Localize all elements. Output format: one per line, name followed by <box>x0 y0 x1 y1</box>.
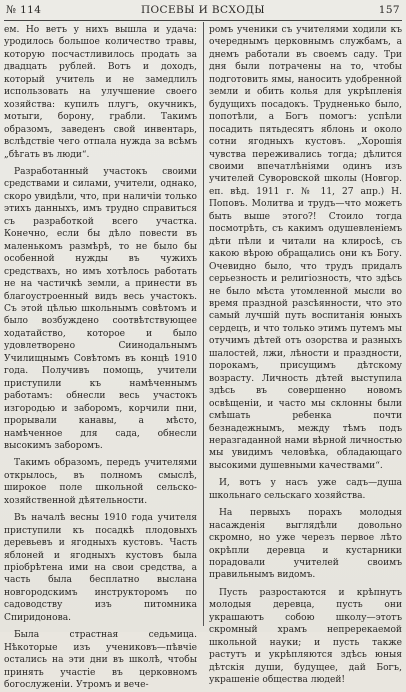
paragraph: ем. Но ветъ у нихъ вышла и удача: уродилось большое количество травы, которую посчастливилось продать за двадцать рублей. Вотъ и доходъ, который учитель и не замедлилъ использовать на улучшение своего хозяйства: купилъ плугъ, окучникъ, мотыги, борону, грабли. Такимъ образомъ, заведенъ свой инвентарь, вслѣдствіе чего отпала нужда за всѣмъ „бѣгать въ люди“. <box>4 25 197 160</box>
paragraph: На первыхъ порахъ молодыя насажденія выглядѣли довольно скромно, но уже черезъ первое лѣто окрѣпли деревца и кустарники порадовали учителей своимъ правильнымъ видомъ. <box>209 508 402 581</box>
paragraph: Пусть разростаются и крѣпнутъ молодыя деревца, пусть они украшаютъ собою школу—этотъ скромный храмъ непререкаемой школьной науки; и пусть также растутъ и укрѣпляются здѣсь юныя дѣтскія души, будущее, дай Богъ, украшеніе общества людей! <box>209 587 402 686</box>
issue-number: № 114 <box>6 4 42 16</box>
journal-title: ПОСЕВЫ И ВСХОДЫ <box>140 4 266 16</box>
paragraph: Такимъ образомъ, передъ учителями открылось, въ полномъ смыслѣ, широкое поле школьной сельско-хозяйственной дѣятельности. <box>4 458 197 506</box>
paragraph: Въ началѣ весны 1910 года учителя приступили къ посадкѣ плодовыхъ деревьевъ и ягодныхъ кустовъ. Часть яблоней и ягодныхъ кустовъ была пріобрѣтена ими на свои средства, а часть была бесплатно выслана новгородскимъ инструкторомъ по садоводству изъ питомника Спиридонова. <box>4 513 197 623</box>
running-header <box>6 4 400 20</box>
paragraph: И, вотъ у насъ уже садъ—душа школьнаго сельскаго хозяйства. <box>209 478 402 501</box>
page-number: 157 <box>378 4 400 16</box>
column-divider <box>203 22 204 626</box>
header-rule <box>4 20 402 21</box>
paragraph: Разработанный участокъ своими средствами и силами, учители, однако, скоро увидѣли, что, при наличіи только этихъ данныхъ, имъ трудно справиться съ разработкой всего участка. Конечно, если бы дѣло повести въ маленькомъ размѣрѣ, то не было бы особенной нужды въ чужихъ средствахъ, но имъ хотѣлось работать не на частичкѣ земли, а принести въ благоустроенный видъ весь участокъ. Съ этой цѣлью школьнымъ совѣтомъ и было возбуждено соотвѣтствующее ходатайство, которое и было удовлетворено Сиинодальнымъ Училищнымъ Совѣтомъ въ концѣ 1910 года. Получивъ помощь, учители приступили къ намѣченнымъ работамъ: обнесли весь участокъ изгородью и заборомъ, корчили пни, прорывали канавы, а мѣсто, намѣченное для сада, обнесли высокимъ заборомъ. <box>4 166 197 451</box>
paragraph: Была страстная седьмица. Нѣкоторые изъ учениковъ—пѣвчіе остались на эти дни въ школѣ, чтобы принять участіе въ церковномъ богослуженіи. Утромъ и вече- <box>4 630 197 691</box>
paragraph: ромъ ученики съ учителями ходили къ очереднымъ церковнымъ службамъ, а днемъ работали въ своемъ саду. Три дня были потрачены на то, чтобы подготовить ямы, наносить удобренной земли и обить колья для укрѣпленія будущихъ посадокъ. Трудненько было, попотѣли, а Богъ помогъ: успѣли посадить пятьдесятъ яблонь и около сотни ягодныхъ кустовъ. „Хорошія чувства переживались тогда; дѣлится своими впечатлѣніями одинъ изъ учителей Суворовской школы (Новгор. еп. вѣд. 1911 г. № 11, 27 апр.) Н. Поповъ. Молитва и трудъ—что можетъ быть выше этого?! Стоило тогда посмотрѣть, съ какимъ одушевленіемъ дѣти пѣли и читали на клиросѣ, съ какою вѣрою обращались они къ Богу. Очевидно было, что трудъ придалъ серьезность и религіозность, что здѣсь не было мѣста утомленной мысли во время праздной разсѣянности, что это самый лучшій путь воспитанія юныхъ сердецъ, и что только этимъ путемъ мы отучимъ дѣтей отъ озорства и разныхъ шалостей, лжи, лѣности и праздности, порокамъ, присущимъ дѣтскому возрасту. Личность дѣтей выступила здѣсь въ совершенно новомъ освѣщеніи, и часто мы склонны были смѣшать ребенка почти безнадежнымъ, между тѣмъ подъ неразгаданной нами вѣрной личностью мы увидимъ человѣка, обладающаго высокими душевными качествами“. <box>209 25 402 471</box>
right-column <box>209 24 402 686</box>
left-column <box>4 24 197 691</box>
